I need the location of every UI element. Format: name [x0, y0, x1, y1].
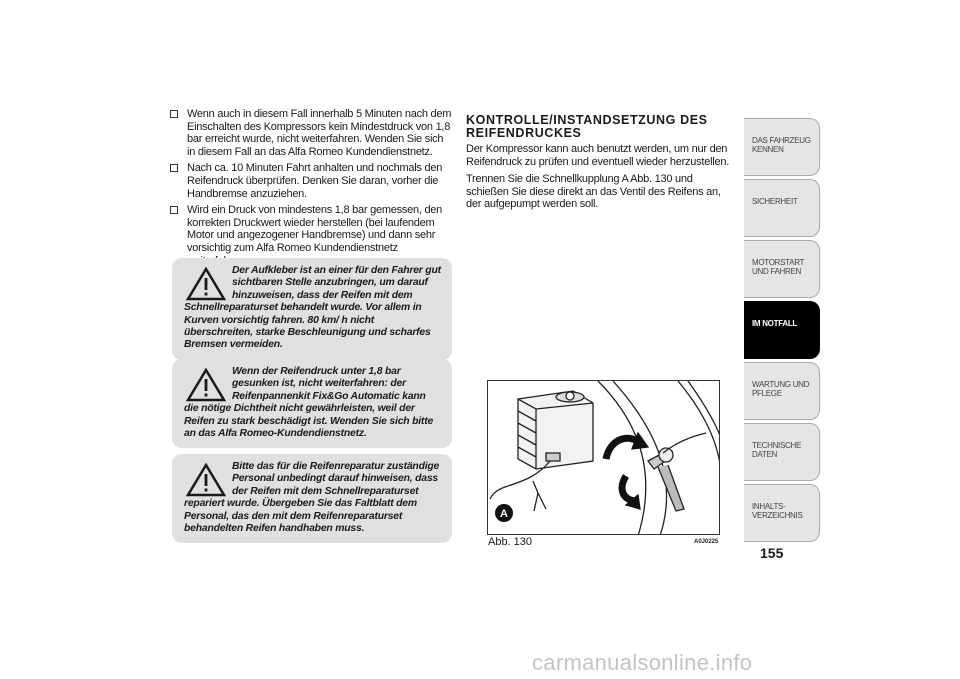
section-heading: KONTROLLE/INSTANDSETZUNG DES REIFENDRUCKES	[466, 113, 708, 140]
left-column	[170, 108, 452, 271]
bullet-item: Wird ein Druck von mindestens 1,8 bar gemessen, den korrekten Druckwert wieder herstellen (bei laufendem Motor und angezogener Handbremse) und dann sehr vorsichtig zum Alfa Romeo Kundendienstnetz	[170, 204, 452, 267]
tab-motorstart-und-fahren[interactable]: MOTORSTART UND FAHREN	[744, 240, 820, 298]
warning-text: Bitte das für die Reifenreparatur zuständige Personal unbedingt darauf hinweisen, dass der Reifen mit dem Schnellreparaturset repariert wurde. Übergeben Sie das Faltblatt dem Personal, das den mit dem Reifenreparaturset behandelten Reifen handhaben muss.	[184, 461, 440, 535]
bullet-square-icon	[170, 206, 178, 214]
bullet-item: Nach ca. 10 Minuten Fahrt anhalten und nochmals den Reifendruck überprüfen. Denken Sie daran, vorher die Handbremse anzuziehen.	[170, 162, 452, 200]
compressor-drawing	[488, 381, 720, 535]
chapter-tabs	[744, 118, 820, 545]
bullet-square-icon	[170, 164, 178, 172]
tab-inhaltsverzeichnis[interactable]: INHALTS-VERZEICHNIS	[744, 484, 820, 542]
right-column	[466, 114, 736, 216]
warning-box-3	[172, 454, 452, 543]
tab-im-notfall[interactable]: IM NOTFALL	[744, 301, 820, 359]
paragraph: Der Kompressor kann auch benutzt werden, um nur den Reifendruck zu prüfen und eventuell wieder herzustellen.	[466, 143, 729, 168]
warning-triangle-icon	[186, 463, 226, 497]
tab-wartung-und-pflege[interactable]: WARTUNG UND PFLEGE	[744, 362, 820, 420]
warning-triangle-icon	[186, 267, 226, 301]
bullet-square-icon	[170, 110, 178, 118]
figure-compressor-illustration	[487, 380, 720, 535]
svg-text:A: A	[500, 508, 508, 520]
tab-sicherheit[interactable]: SICHERHEIT	[744, 179, 820, 237]
warning-text: Wenn der Reifendruck unter 1,8 bar gesunken ist, nicht weiterfahren: der Reifenpannenkit Fix&Go Automatic kann die nötige Dichtheit nicht gewährleisten, weil der Reifen zu stark beschädigt ist. Wenden Sie sich bitte an das Alfa Romeo-Kundendienstnetz.	[184, 366, 434, 440]
paragraph: Trennen Sie die Schnellkupplung A Abb. 130 und schießen Sie diese direkt an das Ventil des Reifens an, der aufgepumpt werden soll.	[466, 173, 721, 211]
watermark: carmanualsonline.info	[532, 650, 753, 675]
warning-box-2	[172, 359, 452, 448]
warning-text: Der Aufkleber ist an einer für den Fahrer gut sichtbaren Stelle anzubringen, um darauf hinzuweisen, dass der Reifen mit dem Schnellreparaturset behandelt wurde. Vor allem in Kurven vorsichtig fahren. 80 km/ h nicht überschreiten, starke Beschleunigung und scharfes Bremsen vermeiden.	[184, 265, 441, 351]
warning-box-1	[172, 258, 452, 360]
tab-technische-daten[interactable]: TECHNISCHE DATEN	[744, 423, 820, 481]
tab-das-fahrzeug-kennen[interactable]: DAS FAHRZEUG KENNEN	[744, 118, 820, 176]
warning-triangle-icon	[186, 368, 226, 402]
page-number: 155	[760, 545, 784, 561]
figure-code: A0J0225	[694, 539, 719, 545]
figure-caption: Abb. 130	[488, 536, 533, 548]
bullet-item: Wenn auch in diesem Fall innerhalb 5 Minuten nach dem Einschalten des Kompressors kein Mindestdruck von 1,8 bar erreicht wurde, nicht weiterfahren. Wenden Sie sich in diesem Fall an das Alfa Romeo Kundendienstnetz.	[170, 108, 452, 158]
